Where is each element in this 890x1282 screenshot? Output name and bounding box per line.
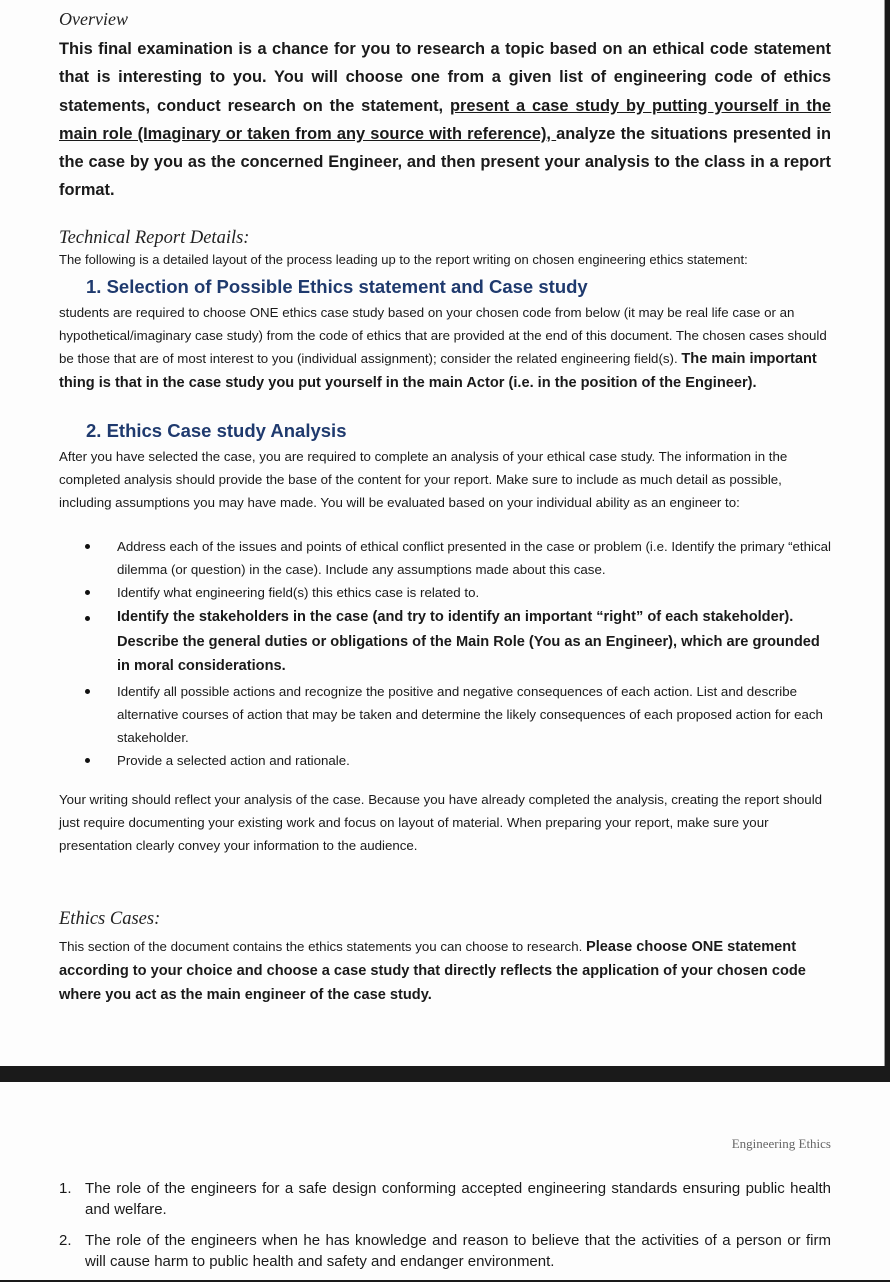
ethics-cases-bold-text: Please choose ONE statement according to your choice and choose a case study that directly reflects the application of your chosen code where you act as the main engineer of the case study. <box>59 939 806 1003</box>
list-item-text: The role of the engineers for a safe design conforming accepted engineering standards ensuring public health and welfare. <box>85 1180 831 1218</box>
bullet-icon <box>85 758 90 763</box>
list-item <box>59 680 831 749</box>
analysis-bullet-list <box>59 535 831 772</box>
running-header: Engineering Ethics <box>731 1136 831 1151</box>
list-item-text: Identify all possible actions and recognize the positive and negative consequences of each action. List and describe alternative courses of action that may be taken and determine the likely consequences of each proposed action for each stakeholder. <box>117 683 823 745</box>
overview-text-2: analyze the situations presented in the case by you as the concerned Engineer, and then present your analysis to the class in a report format. <box>59 124 831 200</box>
section-2-paragraph: After you have selected the case, you are required to complete an analysis of your ethical case study. The information in the completed analysis should provide the base of the content for your report. Make sure to include as much detail as possible, including assumptions you may have made. You will be evaluated based on your individual ability as an engineer to: <box>59 449 788 510</box>
section-2-heading: 2. Ethics Case study Analysis <box>86 420 347 441</box>
list-item-text: Identify what engineering field(s) this ethics case is related to. <box>117 585 480 600</box>
bullet-icon <box>85 616 90 621</box>
list-item <box>59 749 831 772</box>
section-1-paragraph <box>59 301 831 395</box>
ethics-cases-text: This section of the document contains the ethics statements you can choose to research. <box>59 939 586 954</box>
ethics-cases-paragraph <box>59 935 831 1007</box>
ethics-cases-heading: Ethics Cases: <box>59 909 161 929</box>
list-item <box>59 535 831 581</box>
list-item <box>59 1178 831 1220</box>
overview-heading: Overview <box>59 9 128 29</box>
list-item-text: The role of the engineers when he has knowledge and reason to believe that the activities of a person or firm will cause harm to public health and safety and endanger environment. <box>85 1232 831 1270</box>
overview-paragraph <box>59 35 831 205</box>
list-item <box>59 605 831 679</box>
section-1-heading: 1. Selection of Possible Ethics statement and Case study <box>86 276 588 297</box>
list-item <box>59 1230 831 1272</box>
list-number: 2. <box>59 1232 72 1249</box>
writing-paragraph: Your writing should reflect your analysis of the case. Because you have already completed the analysis, creating the report should just require documenting your existing work and focus on layout of material. When preparing your report, make sure your presentation clearly convey your information to the audience. <box>59 792 823 853</box>
list-number: 1. <box>59 1180 72 1197</box>
list-item <box>59 581 831 604</box>
ethics-statements-list <box>59 1178 831 1282</box>
overview-text-1: This final examination is a chance for you to research a topic based on an ethical code statement that is interesting to you. You will choose one from a given list of engineering code of ethics statements, conduct research on the statement, <box>59 40 831 115</box>
bullet-icon <box>85 590 90 595</box>
bullet-icon <box>85 689 90 694</box>
list-item-text: Identify the stakeholders in the case (and try to identify an important “right” of each stakeholder). Describe the general duties or obligations of the Main Role (You as an Engineer), which are grounded in moral considerations. <box>117 609 820 674</box>
overview-text-underlined: present a case study by putting yourself in the main role (Imaginary or taken from any source with reference), <box>59 96 831 143</box>
list-item-text: Address each of the issues and points of ethical conflict presented in the case or problem (i.e. Identify the primary “ethical dilemma (or question) in the case). Include any assumptions made about this case. <box>117 539 831 577</box>
list-item-text: Provide a selected action and rationale. <box>117 752 350 768</box>
bullet-icon <box>85 544 90 549</box>
technical-report-intro: The following is a detailed layout of the process leading up to the report writing on chosen engineering ethics statement: <box>59 252 748 267</box>
section-1-text: students are required to choose ONE ethics case study based on your chosen code from below (it may be real life case or an hypothetical/imaginary case study) from the code of ethics that are provided at the end of this document. The chosen cases should be those that are of most interest to you (individual assignment); consider the related engineering field(s). <box>59 305 827 366</box>
section-1-bold-text: The main important thing is that in the case study you put yourself in the main Actor (i.e. in the position of the Engineer). <box>59 351 817 391</box>
document-page-2 <box>0 1082 890 1280</box>
technical-report-heading: Technical Report Details: <box>59 228 250 248</box>
